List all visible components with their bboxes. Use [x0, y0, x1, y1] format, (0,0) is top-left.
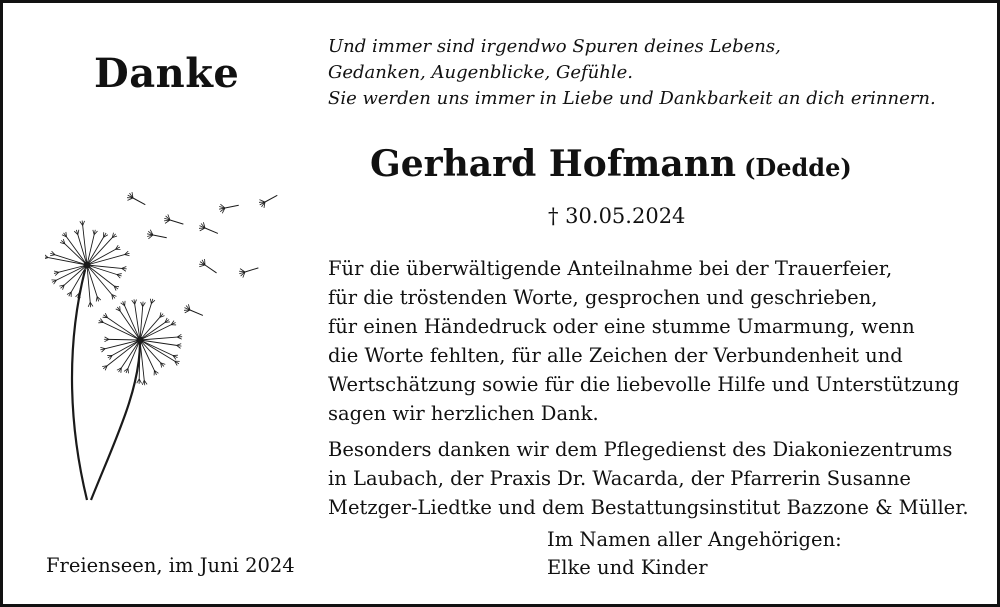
poem-block	[328, 34, 936, 112]
poem-line: Sie werden uns immer in Liebe und Dankbarkeit an dich erinnern.	[328, 88, 936, 109]
flying-seed	[205, 228, 218, 233]
flying-seed	[245, 268, 258, 272]
signoff-line: Elke und Kinder	[547, 556, 708, 579]
seed-tuft	[78, 230, 79, 235]
seed-filament	[140, 340, 144, 380]
seed-tuft	[142, 380, 144, 385]
flying-seed	[225, 205, 239, 208]
death-date: † 30.05.2024	[548, 204, 686, 228]
heading-danke: Danke	[94, 50, 240, 97]
seed-tuft	[125, 255, 130, 256]
dandelion-stem	[91, 342, 140, 500]
dandelion-center	[84, 262, 91, 269]
seed-filament	[87, 238, 112, 265]
poem-line: Und immer sind irgendwo Spuren deines Lebens,	[328, 36, 781, 57]
text-line: in Laubach, der Praxis Dr. Wacarda, der Pfarrerin Susanne	[328, 467, 911, 490]
thanks-paragraph-2	[328, 435, 969, 522]
seed-filament	[87, 265, 112, 295]
seed-tuft	[54, 271, 59, 272]
seed-filament	[87, 265, 114, 286]
signoff-block	[547, 526, 842, 582]
deceased-name-line	[370, 143, 852, 185]
thanks-paragraph-1	[328, 254, 969, 428]
text-line: die Worte fehlten, für alle Zeichen der Verbundenheit und	[328, 344, 903, 367]
text-line: sagen wir herzlichen Dank.	[328, 402, 599, 425]
text-line: Besonders danken wir dem Pflegedienst des Diakoniezentrums	[328, 438, 953, 461]
signoff-line: Im Namen aller Angehörigen:	[547, 528, 842, 551]
seed-filament	[67, 237, 87, 265]
seed-tuft	[165, 322, 170, 323]
seed-tuft	[88, 302, 90, 307]
dandelion-illustration	[45, 190, 295, 505]
text-line: Für die überwältigende Anteilnahme bei der Trauerfeier,	[328, 257, 893, 280]
seed-filament	[109, 339, 140, 340]
seed-tuft	[177, 337, 182, 339]
flying-seed	[153, 235, 167, 238]
text-line: Metzger-Liedtke und dem Bestattungsinstitut Bazzone & Müller.	[328, 496, 969, 519]
text-line: für einen Händedruck oder eine stumme Umarmung, wenn	[328, 315, 915, 338]
dandelion-stem	[72, 270, 87, 500]
flying-seed	[265, 195, 277, 202]
deceased-name: Gerhard Hofmann	[370, 143, 737, 185]
seed-tuft	[120, 306, 121, 311]
dandelion-center	[137, 337, 144, 344]
flying-seed	[190, 310, 203, 315]
flying-seed-tuft	[259, 200, 265, 202]
seed-filament	[79, 265, 87, 293]
poem-line: Gedanken, Augenblicke, Gefühle.	[328, 62, 633, 83]
text-line: für die tröstenden Worte, gesprochen und geschrieben,	[328, 286, 878, 309]
flying-seed	[205, 265, 217, 273]
seed-tuft	[100, 347, 105, 348]
seed-filament	[112, 340, 140, 355]
flying-seed	[133, 198, 145, 205]
seed-tuft	[96, 297, 97, 302]
text-line: Wertschätzung sowie für die liebevolle Hilfe und Unterstützung	[328, 373, 960, 396]
thanks-text	[328, 254, 969, 522]
deceased-nickname: (Dedde)	[744, 153, 852, 182]
seed-filament	[140, 340, 161, 363]
seed-tuft	[83, 221, 85, 226]
place-date: Freienseen, im Juni 2024	[46, 554, 295, 577]
seed-tuft	[135, 300, 137, 305]
flying-seed	[170, 220, 183, 224]
